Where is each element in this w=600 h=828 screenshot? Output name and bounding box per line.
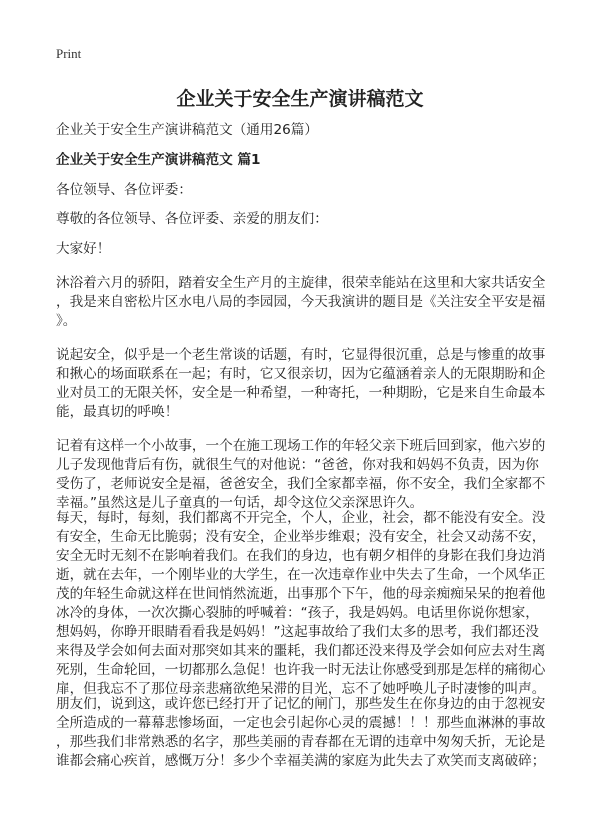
text-line: 有安全，生命无比脆弱；没有安全，企业举步维艰；没有安全，社会又动荡不安， bbox=[56, 529, 546, 545]
document-title: 企业关于安全生产演讲稿范文 bbox=[176, 88, 424, 110]
text-line: 儿子发现他背后有伤，就很生气的对他说：“爸爸，你对我和妈妈不负责，因为你 bbox=[56, 457, 539, 473]
text-line: 受伤了，老师说安全是福，爸爸安全，我们全家都幸福，你不安全，我们全家都不 bbox=[56, 476, 546, 492]
text-line: 和揪心的场面联系在一起；有时，它又很亲切，因为它蕴涵着亲人的无限期盼和企 bbox=[56, 366, 546, 382]
text-line: 业对员工的无限关怀，安全是一种希望，一种寄托，一种期盼，它是来自生命最本 bbox=[56, 385, 546, 401]
greeting-line: 大家好！ bbox=[56, 241, 111, 257]
greeting-line: 尊敬的各位领导、各位评委、亲爱的朋友们： bbox=[56, 211, 328, 227]
text-line: ，那些我们非常熟悉的名字，那些美丽的青春都在无谓的违章中匆匆夭折，无论是 bbox=[56, 734, 546, 750]
text-line: 全所造成的一幕幕悲惨场面，一定也会引起你心灵的震撼！！！那些血淋淋的事故 bbox=[56, 715, 546, 731]
text-line: 幸福。”虽然这是儿子童真的一句话，却令这位父亲深思许久。 bbox=[56, 495, 424, 511]
text-line: 来得及学会如何去面对那突如其来的噩耗，我们都还没来得及学会如何应去对生离 bbox=[56, 643, 546, 659]
text-line: 谁都会痛心疾首，感慨万分！多少个幸福美满的家庭为此失去了欢笑而支离破碎； bbox=[56, 753, 546, 769]
text-line: 》。 bbox=[56, 313, 77, 329]
text-line: 记着有这样一个小故事，一个在施工现场工作的年轻父亲下班后回到家，他六岁的 bbox=[56, 438, 546, 454]
paragraph bbox=[56, 695, 545, 771]
text-line: 每天，每时，每刻，我们都离不开完全，个人，企业，社会，都不能没有安全。没 bbox=[56, 510, 546, 526]
paragraph bbox=[56, 437, 545, 513]
text-line: 能，最真切的呼唤！ bbox=[56, 404, 179, 420]
text-line: 死别，生命轮回，一切都那么急促！也许我一时无法让你感受到那是怎样的痛彻心 bbox=[56, 662, 546, 678]
text-line: 朋友们，说到这，或许您已经打开了记忆的闸门，那些发生在你身边的由于忽视安 bbox=[56, 696, 546, 712]
text-line: 说起安全，似乎是一个老生常谈的话题，有时，它显得很沉重，总是与惨重的故事 bbox=[56, 347, 546, 363]
text-line: 想妈妈，你睁开眼睛看看我是妈妈！”这起事故给了我们太多的思考，我们都还没 bbox=[56, 624, 539, 640]
text-line: 扉，但我忘不了那位母亲悲痛欲绝呆滞的目光，忘不了她呼唤儿子时凄惨的叫声。 bbox=[56, 681, 546, 697]
paragraph bbox=[56, 274, 545, 331]
text-line: 安全无时无刻不在影响着我们。在我们的身边，也有朝夕相伴的身影在我们身边消 bbox=[56, 548, 546, 564]
text-line: ，我是来自密松片区水电八局的李园园，今天我演讲的题目是《关注安全平安是福 bbox=[56, 294, 546, 310]
paragraph bbox=[56, 509, 545, 699]
document-subtitle: 企业关于安全生产演讲稿范文（通用26篇） bbox=[56, 122, 318, 138]
greeting-line: 各位领导、各位评委： bbox=[56, 182, 192, 198]
text-line: 沐浴着六月的骄阳，踏着安全生产月的主旋律，很荣幸能站在这里和大家共话安全 bbox=[56, 275, 546, 291]
text-line: 茂的年轻生命就这样在世间悄然流逝，出事那个下午，他的母亲痴痴呆呆的抱着他 bbox=[56, 586, 546, 602]
text-line: 逝，就在去年，一个刚毕业的大学生，在一次违章作业中失去了生命，一个风华正 bbox=[56, 567, 546, 583]
text-line: 冰冷的身体，一次次撕心裂肺的呼喊着：“孩子，我是妈妈。电话里你说你想家， bbox=[56, 605, 539, 621]
section-heading: 企业关于安全生产演讲稿范文 篇1 bbox=[56, 152, 261, 168]
print-link[interactable]: Print bbox=[56, 46, 82, 61]
paragraph bbox=[56, 346, 545, 422]
